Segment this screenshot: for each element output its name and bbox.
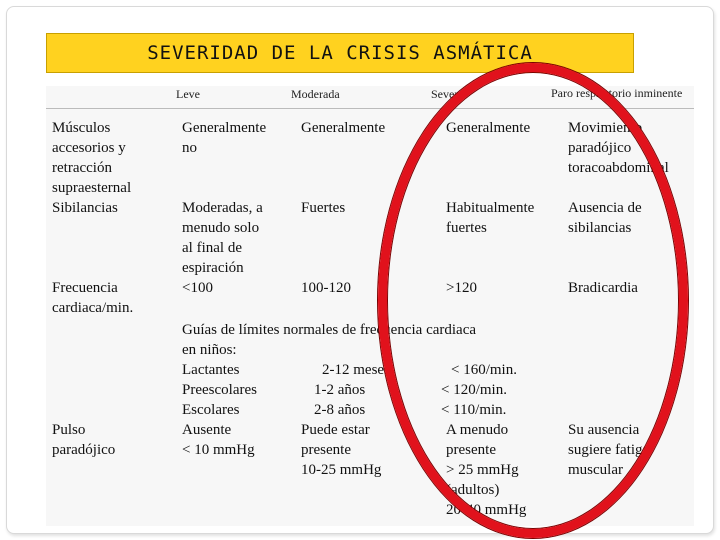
col-header-severa: Severa xyxy=(431,87,464,101)
col-header-leve: Leve xyxy=(176,87,200,101)
guias-ages: 2-12 meses 1-2 años 2-8 años xyxy=(314,362,390,418)
cell-pulso-paro: Su ausencia sugiere fatiga muscular xyxy=(568,422,650,478)
cell-sibilancias-leve: Moderadas, a menudo solo al final de espiración xyxy=(182,200,263,276)
cell-musculos-paro: Movimiento paradójico toracoabdominal xyxy=(568,120,669,176)
header-rule xyxy=(46,108,694,109)
cell-pulso-moderada: Puede estar presente 10-25 mmHg xyxy=(301,422,382,478)
cell-frecuencia-paro: Bradicardia xyxy=(568,280,638,296)
row-label-musculos: Músculos accesorios y retracción supraesternal xyxy=(52,120,132,196)
cell-pulso-severa: A menudo presente > 25 mmHg (adultos) 20-40 mmHg xyxy=(446,422,527,518)
slide-title-bar xyxy=(46,33,634,73)
cell-pulso-leve: Ausente < 10 mmHg xyxy=(182,422,255,458)
severity-table xyxy=(46,86,694,526)
col-header-moderada: Moderada xyxy=(291,87,340,101)
row-label-frecuencia: Frecuencia cardiaca/min. xyxy=(52,280,134,316)
cell-frecuencia-leve: <100 xyxy=(182,280,213,296)
cell-frecuencia-severa: >120 xyxy=(446,280,477,296)
cell-musculos-moderada: Generalmente xyxy=(301,120,386,136)
cell-musculos-severa: Generalmente xyxy=(446,120,531,136)
slide-title: SEVERIDAD DE LA CRISIS ASMÁTICA xyxy=(147,42,533,64)
row-label-pulso: Pulso paradójico xyxy=(52,422,116,458)
guias-groups: Lactantes Preescolares Escolares xyxy=(182,362,257,418)
guias-limits: < 160/min. < 120/min. < 110/min. xyxy=(441,362,517,418)
cell-frecuencia-moderada: 100-120 xyxy=(301,280,351,296)
row-label-sibilancias: Sibilancias xyxy=(52,200,118,216)
cell-sibilancias-moderada: Fuertes xyxy=(301,200,346,216)
guias-intro: Guías de límites normales de frecuencia cardiaca en niños: xyxy=(182,322,477,358)
cell-sibilancias-paro: Ausencia de sibilancias xyxy=(568,200,642,236)
cell-musculos-leve: Generalmente no xyxy=(182,120,267,156)
col-header-paro: Paro respiratorio inminente xyxy=(551,86,683,100)
cell-sibilancias-severa: Habitualmente fuertes xyxy=(446,200,535,236)
